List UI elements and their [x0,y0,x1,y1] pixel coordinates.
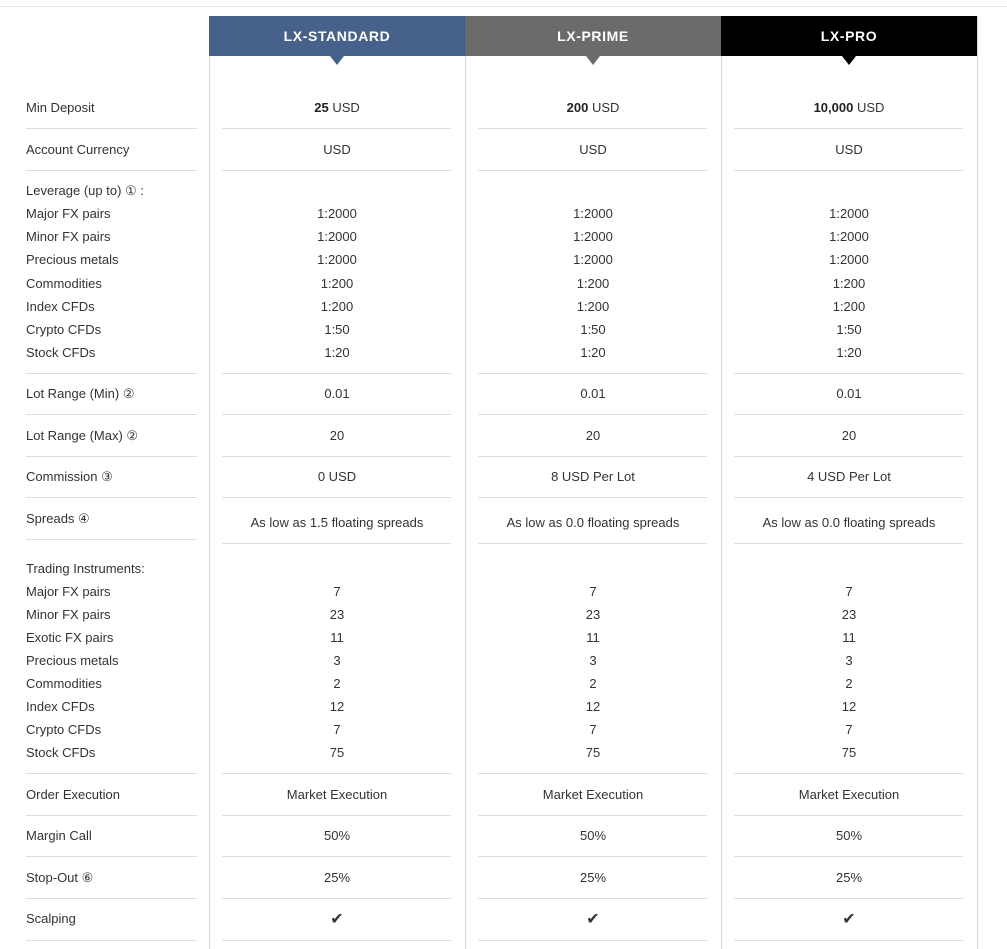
row-divider [222,414,451,415]
row-divider [26,456,197,457]
cell-value: 1:2000 [573,229,613,244]
pointer-arrow-icon [330,56,344,65]
row-divider [26,940,197,941]
row-label: Commission ③ [26,469,113,484]
row-divider [222,543,451,544]
row-label: Commodities [26,276,102,291]
row-divider [734,128,963,129]
row-label: Precious metals [26,653,119,668]
plan-name: LX-PRIME [557,28,629,44]
cell-value: 0 USD [317,469,357,484]
cell-value: 25% [323,870,351,885]
row-divider [222,815,451,816]
row-divider [734,497,963,498]
cell-value: 2 [589,676,597,691]
cell-value: 1:2000 [317,229,357,244]
row-divider [478,773,707,774]
cell-value: 2 [333,676,341,691]
row-divider [26,170,197,171]
cell-value: 23 [329,607,345,622]
cell-value: 11 [586,630,600,645]
cell-value: 75 [585,745,601,760]
cell-value: 50% [323,828,351,843]
cell-value: 0.01 [324,386,350,401]
cell-value: 1:2000 [573,206,613,221]
row-divider [222,497,451,498]
row-label: Minor FX pairs [26,607,111,622]
cell-value: 20 [329,428,345,443]
row-label: Crypto CFDs [26,322,102,337]
check-icon: ✔ [586,911,600,928]
plan-header-lx-standard[interactable] [209,16,465,56]
cell-value: USD [579,142,607,157]
cell-value: 0.01 [836,386,862,401]
row-divider [26,497,197,498]
cell-value: 12 [841,699,857,714]
row-label: Minor FX pairs [26,229,111,244]
cell-value: 7 [589,722,597,737]
cell-value: 1:200 [576,276,610,291]
cell-value: As low as 0.0 floating spreads [762,515,936,530]
check-icon: ✔ [842,911,856,928]
row-divider [478,170,707,171]
row-divider [478,543,707,544]
cell-value: 7 [333,722,341,737]
row-divider [26,856,197,857]
row-label: Stock CFDs [26,745,96,760]
cell-value: 1:200 [832,276,866,291]
row-divider [26,773,197,774]
cell-value: 20 [585,428,601,443]
plan-header-lx-pro[interactable] [721,16,977,56]
row-label: Account Currency [26,142,130,157]
row-label: Crypto CFDs [26,722,102,737]
cell-value: 8 USD Per Lot [551,469,635,484]
cell-value: 20 [841,428,857,443]
group-heading: Leverage (up to) ① : [26,183,144,198]
row-divider [478,456,707,457]
cell-value: 23 [585,607,601,622]
row-divider [26,539,197,540]
cell-value: 23 [841,607,857,622]
cell-value: As low as 1.5 floating spreads [250,515,424,530]
cell-value: 4 USD Per Lot [807,469,891,484]
row-label: Scalping [26,911,76,926]
min-deposit-value: 10,000 USD [813,100,885,115]
top-divider [0,6,1007,7]
row-label: Order Execution [26,787,120,802]
cell-value: 7 [589,584,597,599]
row-label: Major FX pairs [26,206,111,221]
row-divider [734,373,963,374]
row-label: Commodities [26,676,102,691]
row-divider [478,414,707,415]
cell-value: 2 [845,676,853,691]
cell-value: 1:200 [320,276,354,291]
cell-value: 1:2000 [829,229,869,244]
row-divider [478,940,707,941]
row-label: Precious metals [26,252,119,267]
row-divider [222,373,451,374]
row-label: Lot Range (Min) ② [26,386,135,401]
cell-value: 7 [333,584,341,599]
cell-value: 1:2000 [573,252,613,267]
cell-value: 1:200 [832,299,866,314]
cell-value: 11 [330,630,344,645]
row-divider [222,898,451,899]
pointer-arrow-icon [586,56,600,65]
row-label: Spreads ④ [26,511,90,526]
cell-value: 1:20 [836,345,862,360]
cell-value: 1:50 [324,322,350,337]
row-divider [734,898,963,899]
row-divider [478,497,707,498]
row-divider [478,856,707,857]
row-divider [26,128,197,129]
cell-value: 12 [585,699,601,714]
cell-value: 1:2000 [829,252,869,267]
cell-value: Market Execution [542,787,644,802]
row-divider [478,128,707,129]
row-divider [222,856,451,857]
cell-value: 50% [579,828,607,843]
plan-header-lx-prime[interactable] [465,16,721,56]
row-label: Stock CFDs [26,345,96,360]
cell-value: 0.01 [580,386,606,401]
cell-value: 1:200 [320,299,354,314]
cell-value: 1:2000 [317,206,357,221]
min-deposit-value: 25 USD [314,100,360,115]
cell-value: 1:20 [580,345,606,360]
cell-value: 75 [329,745,345,760]
row-label: Margin Call [26,828,92,843]
row-divider [478,373,707,374]
cell-value: 25% [835,870,863,885]
cell-value: 25% [579,870,607,885]
row-divider [222,128,451,129]
min-deposit-value: 200 USD [566,100,620,115]
cell-value: Market Execution [286,787,388,802]
cell-value: 1:50 [580,322,606,337]
row-divider [26,414,197,415]
row-label: Index CFDs [26,299,95,314]
plan-name: LX-STANDARD [283,28,391,44]
row-divider [26,815,197,816]
row-divider [26,898,197,899]
row-divider [734,940,963,941]
row-label: Min Deposit [26,100,95,115]
row-label: Index CFDs [26,699,95,714]
row-label: Exotic FX pairs [26,630,114,645]
cell-value: 1:200 [576,299,610,314]
cell-value: 7 [845,584,853,599]
cell-value: 3 [333,653,341,668]
row-divider [478,898,707,899]
cell-value: USD [835,142,863,157]
cell-value: 1:20 [324,345,350,360]
cell-value: 11 [842,630,856,645]
check-icon: ✔ [330,911,344,928]
pointer-arrow-icon [842,56,856,65]
row-divider [734,856,963,857]
cell-value: USD [323,142,351,157]
cell-value: 7 [845,722,853,737]
cell-value: 3 [589,653,597,668]
row-divider [734,414,963,415]
cell-value: 75 [841,745,857,760]
row-label: Major FX pairs [26,584,111,599]
group-heading: Trading Instruments: [26,561,145,576]
row-divider [222,170,451,171]
cell-value: As low as 0.0 floating spreads [506,515,680,530]
cell-value: 12 [329,699,345,714]
cell-value: 1:2000 [317,252,357,267]
plan-name: LX-PRO [820,28,878,44]
row-divider [222,773,451,774]
cell-value: 1:2000 [829,206,869,221]
row-label: Stop-Out ⑥ [26,870,94,885]
row-divider [734,543,963,544]
row-divider [478,815,707,816]
column-border [977,16,978,949]
row-divider [734,773,963,774]
cell-value: Market Execution [798,787,900,802]
cell-value: 50% [835,828,863,843]
row-divider [734,456,963,457]
row-divider [222,940,451,941]
cell-value: 3 [845,653,853,668]
row-label: Lot Range (Max) ② [26,428,139,443]
row-divider [222,456,451,457]
row-divider [734,815,963,816]
row-divider [734,170,963,171]
cell-value: 1:50 [836,322,862,337]
row-divider [26,373,197,374]
